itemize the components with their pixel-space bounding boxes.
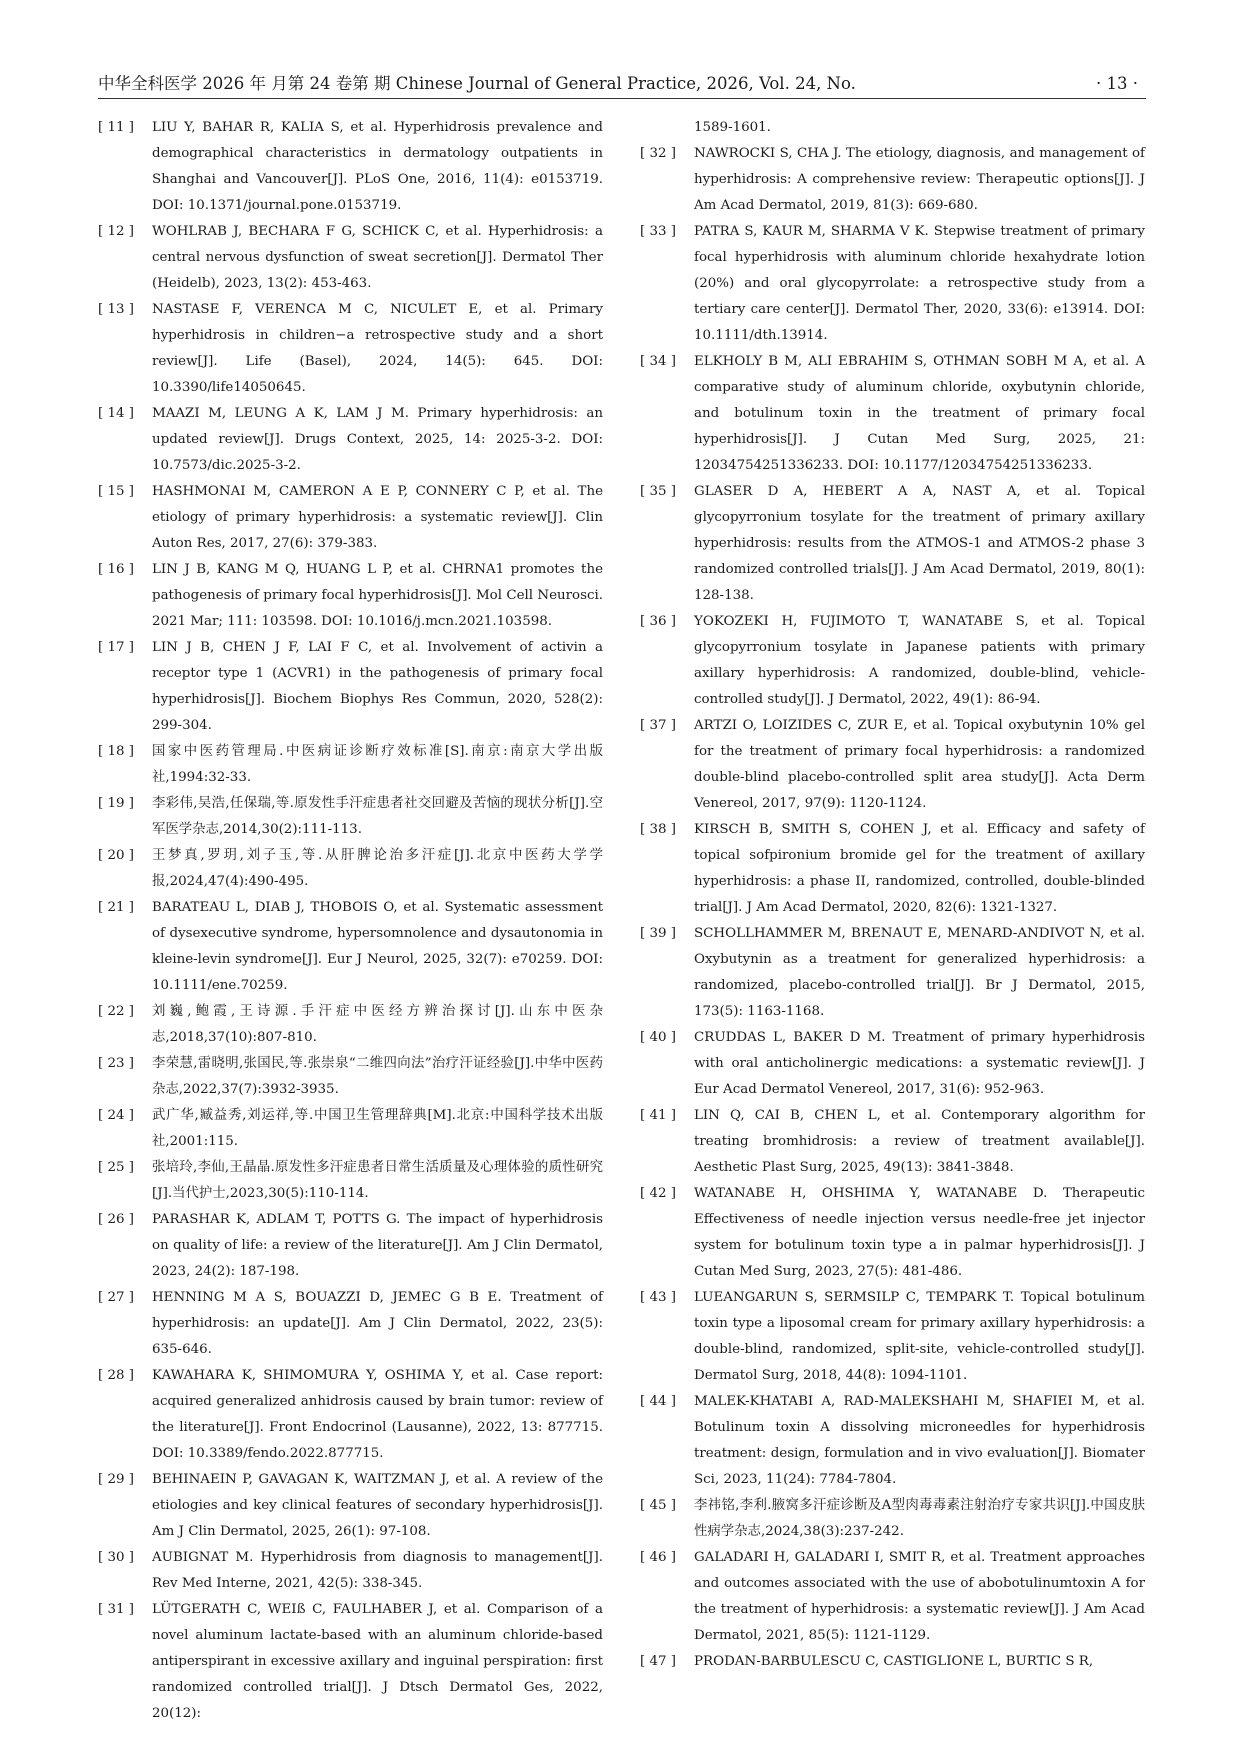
running-header bbox=[98, 70, 1146, 99]
reference-number: [ 17 ] bbox=[98, 640, 135, 655]
reference-text: NASTASE F, VERENCA M C, NICULET E, et al. Primary hyperhidrosis in children−a retrospective study and a short review[J]. Life (Basel), 2024, 14(5): 645. DOI: 10.3390/life14050645. bbox=[152, 302, 603, 395]
reference-number: [ 27 ] bbox=[98, 1290, 135, 1305]
reference-number: [ 29 ] bbox=[98, 1472, 135, 1487]
reference-text: GALADARI H, GALADARI I, SMIT R, et al. Treatment approaches and outcomes associated with the use of abobotulinumtoxin A for the treatment of hyperhidrosis: a systematic review[J]. J Am Acad Dermatol, 2021, 85(5): 1121-1129. bbox=[694, 1550, 1145, 1643]
reference-text: LÜTGERATH C, WEIß C, FAULHABER J, et al. Comparison of a novel aluminum lactate-based with an aluminum chloride-based antiperspirant in excessive axillary and inguinal perspiration: first randomized controlled trial[J]. J Dtsch Dermatol Ges, 2022, 20(12): bbox=[152, 1602, 603, 1721]
reference-text: WATANABE H, OHSHIMA Y, WATANABE D. Therapeutic Effectiveness of needle injection versus needle-free jet injector system for botulinum toxin type a in palmar hyperhidrosis[J]. J Cutan Med Surg, 2023, 27(5): 481-486. bbox=[694, 1186, 1145, 1279]
reference-number: [ 23 ] bbox=[98, 1056, 135, 1071]
reference-text: 李彩伟,吴浩,任保瑞,等.原发性手汗症患者社交回避及苦恼的现状分析[J].空军医学杂志,2014,30(2):111-113. bbox=[152, 796, 603, 837]
reference-entry bbox=[640, 921, 1145, 1025]
reference-entry bbox=[98, 739, 603, 791]
reference-number: [ 42 ] bbox=[640, 1186, 677, 1201]
reference-entry bbox=[640, 479, 1145, 609]
reference-entry bbox=[98, 401, 603, 479]
reference-number: [ 47 ] bbox=[640, 1654, 677, 1669]
reference-entry bbox=[640, 1181, 1145, 1285]
reference-text: WOHLRAB J, BECHARA F G, SCHICK C, et al. Hyperhidrosis: a central nervous dysfunction of sweat secretion[J]. Dermatol Ther (Heidelb), 2023, 13(2): 453-463. bbox=[152, 224, 603, 291]
reference-entry bbox=[640, 1493, 1145, 1545]
reference-number: [ 38 ] bbox=[640, 822, 677, 837]
reference-entry bbox=[98, 219, 603, 297]
reference-number: [ 41 ] bbox=[640, 1108, 677, 1123]
reference-text: BARATEAU L, DIAB J, THOBOIS O, et al. Systematic assessment of dysexecutive syndrome, hypersomnolence and dysautonomia in kleine-levin syndrome[J]. Eur J Neurol, 2025, 32(7): e70259. DOI: 10.1111/ene.70259. bbox=[152, 900, 603, 993]
reference-entry bbox=[98, 115, 603, 219]
reference-text: MAAZI M, LEUNG A K, LAM J M. Primary hyperhidrosis: an updated review[J]. Drugs Context, 2025, 14: 2025-3-2. DOI: 10.7573/dic.2025-3-2. bbox=[152, 406, 603, 473]
reference-text: 王梦真,罗玥,刘子玉,等.从肝脾论治多汗症[J].北京中医药大学学报,2024,47(4):490-495. bbox=[152, 848, 603, 889]
reference-text: BEHINAEIN P, GAVAGAN K, WAITZMAN J, et al. A review of the etiologies and key clinical features of secondary hyperhidrosis[J]. Am J Clin Dermatol, 2025, 26(1): 97-108. bbox=[152, 1472, 603, 1539]
reference-number: [ 43 ] bbox=[640, 1290, 677, 1305]
reference-text: 李祎铭,李利.腋窝多汗症诊断及A型肉毒毒素注射治疗专家共识[J].中国皮肤性病学杂志,2024,38(3):237-242. bbox=[694, 1498, 1145, 1539]
reference-number: [ 15 ] bbox=[98, 484, 135, 499]
reference-text: AUBIGNAT M. Hyperhidrosis from diagnosis to management[J]. Rev Med Interne, 2021, 42(5): 338-345. bbox=[152, 1550, 603, 1591]
reference-entry bbox=[98, 1597, 603, 1727]
reference-text: 刘巍,鲍霞,王诗源.手汗症中医经方辨治探讨[J].山东中医杂志,2018,37(10):807-810. bbox=[152, 1004, 603, 1045]
reference-number: [ 46 ] bbox=[640, 1550, 677, 1565]
reference-entry bbox=[98, 1103, 603, 1155]
reference-text: MALEK-KHATABI A, RAD-MALEKSHAHI M, SHAFIEI M, et al. Botulinum toxin A dissolving microneedles for hyperhidrosis treatment: design, formulation and in vivo evaluation[J]. Biomater Sci, 2023, 11(24): 7784-7804. bbox=[694, 1394, 1145, 1487]
reference-entry bbox=[98, 635, 603, 739]
reference-text: LIN J B, KANG M Q, HUANG L P, et al. CHRNA1 promotes the pathogenesis of primary focal hyperhidrosis[J]. Mol Cell Neurosci. 2021 Mar; 111: 103598. DOI: 10.1016/j.mcn.2021.103598. bbox=[152, 562, 603, 629]
reference-entry bbox=[640, 713, 1145, 817]
reference-entry bbox=[98, 1155, 603, 1207]
reference-entry bbox=[98, 791, 603, 843]
reference-text: KAWAHARA K, SHIMOMURA Y, OSHIMA Y, et al. Case report: acquired generalized anhidrosis caused by brain tumor: review of the literature[J]. Front Endocrinol (Lausanne), 2022, 13: 877715. DOI: 10.3389/fendo.2022.877715. bbox=[152, 1368, 603, 1461]
reference-number: [ 34 ] bbox=[640, 354, 677, 369]
reference-number: [ 28 ] bbox=[98, 1368, 135, 1383]
journal-header-text: 中华全科医学 2026 年 月第 24 卷第 期 Chinese Journal of General Practice, 2026, Vol. 24, No. bbox=[98, 74, 856, 93]
reference-text: ARTZI O, LOIZIDES C, ZUR E, et al. Topical oxybutynin 10% gel for the treatment of primary focal hyperhidrosis: a randomized double-blind placebo-controlled split area study[J]. Acta Derm Venereol, 2017, 97(9): 1120-1124. bbox=[694, 718, 1145, 811]
reference-text: PARASHAR K, ADLAM T, POTTS G. The impact of hyperhidrosis on quality of life: a review of the literature[J]. Am J Clin Dermatol, 2023, 24(2): 187-198. bbox=[152, 1212, 603, 1279]
reference-number: [ 13 ] bbox=[98, 302, 135, 317]
reference-entry bbox=[98, 1467, 603, 1545]
reference-number: [ 44 ] bbox=[640, 1394, 677, 1409]
reference-text: NAWROCKI S, CHA J. The etiology, diagnosis, and management of hyperhidrosis: A comprehensive review: Therapeutic options[J]. J Am Acad Dermatol, 2019, 81(3): 669-680. bbox=[694, 146, 1145, 213]
reference-entry bbox=[98, 1051, 603, 1103]
reference-text: HENNING M A S, BOUAZZI D, JEMEC G B E. Treatment of hyperhidrosis: an update[J]. Am J Clin Dermatol, 2022, 23(5): 635-646. bbox=[152, 1290, 603, 1357]
reference-number: [ 24 ] bbox=[98, 1108, 135, 1123]
reference-number: [ 19 ] bbox=[98, 796, 135, 811]
reference-number: [ 12 ] bbox=[98, 224, 135, 239]
reference-number: [ 33 ] bbox=[640, 224, 677, 239]
reference-number: [ 31 ] bbox=[98, 1602, 135, 1617]
reference-entry bbox=[98, 557, 603, 635]
page-number: · 13 · bbox=[1096, 74, 1138, 93]
reference-entry bbox=[98, 1545, 603, 1597]
reference-text: PRODAN-BARBULESCU C, CASTIGLIONE L, BURTIC S R, bbox=[694, 1654, 1094, 1669]
reference-text: HASHMONAI M, CAMERON A E P, CONNERY C P, et al. The etiology of primary hyperhidrosis: a systematic review[J]. Clin Auton Res, 2017, 27(6): 379-383. bbox=[152, 484, 603, 551]
reference-text: KIRSCH B, SMITH S, COHEN J, et al. Efficacy and safety of topical sofpironium bromide gel for the treatment of axillary hyperhidrosis: a phase II, randomized, controlled, double-blinded trial[J]. J Am Acad Dermatol, 2020, 82(6): 1321-1327. bbox=[694, 822, 1145, 915]
reference-text: LIN J B, CHEN J F, LAI F C, et al. Involvement of activin a receptor type 1 (ACVR1) in the pathogenesis of primary focal hyperhidrosis[J]. Biochem Biophys Res Commun, 2020, 528(2): 299-304. bbox=[152, 640, 603, 733]
reference-entry bbox=[640, 1649, 1145, 1675]
reference-number: [ 37 ] bbox=[640, 718, 677, 733]
reference-number: [ 45 ] bbox=[640, 1498, 677, 1513]
reference-entry bbox=[640, 1545, 1145, 1649]
reference-text: 李荣慧,雷晓明,张国民,等.张崇泉“二维四向法”治疗汗证经验[J].中华中医药杂志,2022,37(7):3932-3935. bbox=[152, 1056, 603, 1097]
reference-text: YOKOZEKI H, FUJIMOTO T, WANATABE S, et al. Topical glycopyrronium tosylate in Japanese patients with primary axillary hyperhidrosis: A randomized, double-blind, vehicle-controlled study[J]. J Dermatol, 2022, 49(1): 86-94. bbox=[694, 614, 1145, 707]
reference-entry bbox=[98, 1363, 603, 1467]
reference-number: [ 22 ] bbox=[98, 1004, 135, 1019]
reference-number: [ 21 ] bbox=[98, 900, 135, 915]
reference-text: SCHOLLHAMMER M, BRENAUT E, MENARD-ANDIVOT N, et al. Oxybutynin as a treatment for generalized hyperhidrosis: a randomized, placebo-controlled trial[J]. Br J Dermatol, 2015, 173(5): 1163-1168. bbox=[694, 926, 1145, 1019]
reference-text: PATRA S, KAUR M, SHARMA V K. Stepwise treatment of primary focal hyperhidrosis with aluminum chloride hexahydrate lotion (20%) and oral glycopyrrolate: a retrospective study from a tertiary care center[J]. Dermatol Ther, 2020, 33(6): e13914. DOI: 10.1111/dth.13914. bbox=[694, 224, 1145, 343]
reference-entry bbox=[640, 219, 1145, 349]
reference-entry bbox=[98, 999, 603, 1051]
reference-number: [ 36 ] bbox=[640, 614, 677, 629]
reference-text: LIU Y, BAHAR R, KALIA S, et al. Hyperhidrosis prevalence and demographical characteristics in dermatology outpatients in Shanghai and Vancouver[J]. PLoS One, 2016, 11(4): e0153719. DOI: 10.1371/journal.pone.0153719. bbox=[152, 120, 603, 213]
reference-number: [ 40 ] bbox=[640, 1030, 677, 1045]
reference-text: 张培玲,李仙,王晶晶.原发性多汗症患者日常生活质量及心理体验的质性研究[J].当代护士,2023,30(5):110-114. bbox=[152, 1160, 603, 1201]
reference-number: [ 18 ] bbox=[98, 744, 135, 759]
reference-entry bbox=[98, 1285, 603, 1363]
reference-number: [ 11 ] bbox=[98, 120, 135, 135]
reference-entry bbox=[640, 817, 1145, 921]
reference-text: LIN Q, CAI B, CHEN L, et al. Contemporary algorithm for treating bromhidrosis: a review of treatment available[J]. Aesthetic Plast Surg, 2025, 49(13): 3841-3848. bbox=[694, 1108, 1145, 1175]
reference-entry bbox=[640, 1389, 1145, 1493]
reference-entry bbox=[640, 141, 1145, 219]
reference-entry bbox=[640, 609, 1145, 713]
reference-number: [ 20 ] bbox=[98, 848, 135, 863]
references-column-left bbox=[98, 115, 603, 1727]
reference-text: LUEANGARUN S, SERMSILP C, TEMPARK T. Topical botulinum toxin type a liposomal cream for primary axillary hyperhidrosis: a double-blind, randomized, split-site, vehicle-controlled study[J]. Dermatol Surg, 2018, 44(8): 1094-1101. bbox=[694, 1290, 1145, 1383]
reference-text: ELKHOLY B M, ALI EBRAHIM S, OTHMAN SOBH M A, et al. A comparative study of aluminum chloride, oxybutynin chloride, and botulinum toxin in the treatment of primary focal hyperhidrosis[J]. J Cutan Med Surg, 2025, 21: 12034754251336233. DOI: 10.1177/12034754251336233. bbox=[694, 354, 1145, 473]
reference-text: 1589-1601. bbox=[694, 120, 771, 135]
reference-entry bbox=[640, 115, 1145, 141]
reference-number: [ 14 ] bbox=[98, 406, 135, 421]
reference-entry bbox=[98, 895, 603, 999]
reference-entry bbox=[640, 1285, 1145, 1389]
reference-number: [ 26 ] bbox=[98, 1212, 135, 1227]
reference-entry bbox=[98, 297, 603, 401]
reference-text: CRUDDAS L, BAKER D M. Treatment of primary hyperhidrosis with oral anticholinergic medications: a systematic review[J]. J Eur Acad Dermatol Venereol, 2017, 31(6): 952-963. bbox=[694, 1030, 1145, 1097]
reference-text: GLASER D A, HEBERT A A, NAST A, et al. Topical glycopyrronium tosylate for the treatment of primary axillary hyperhidrosis: results from the ATMOS-1 and ATMOS-2 phase 3 randomized controlled trials[J]. J Am Acad Dermatol, 2019, 80(1): 128-138. bbox=[694, 484, 1145, 603]
reference-number: [ 39 ] bbox=[640, 926, 677, 941]
reference-entry bbox=[98, 1207, 603, 1285]
reference-number: [ 35 ] bbox=[640, 484, 677, 499]
reference-entry bbox=[640, 349, 1145, 479]
reference-number: [ 32 ] bbox=[640, 146, 677, 161]
reference-number: [ 30 ] bbox=[98, 1550, 135, 1565]
reference-number: [ 16 ] bbox=[98, 562, 135, 577]
reference-entry bbox=[640, 1103, 1145, 1181]
references-column-right bbox=[640, 115, 1145, 1675]
reference-number: [ 25 ] bbox=[98, 1160, 135, 1175]
reference-text: 国家中医药管理局.中医病证诊断疗效标准[S].南京:南京大学出版社,1994:32-33. bbox=[152, 744, 603, 785]
reference-entry bbox=[640, 1025, 1145, 1103]
reference-entry bbox=[98, 479, 603, 557]
reference-text: 武广华,臧益秀,刘运祥,等.中国卫生管理辞典[M].北京:中国科学技术出版社,2001:115. bbox=[152, 1108, 603, 1149]
reference-entry bbox=[98, 843, 603, 895]
